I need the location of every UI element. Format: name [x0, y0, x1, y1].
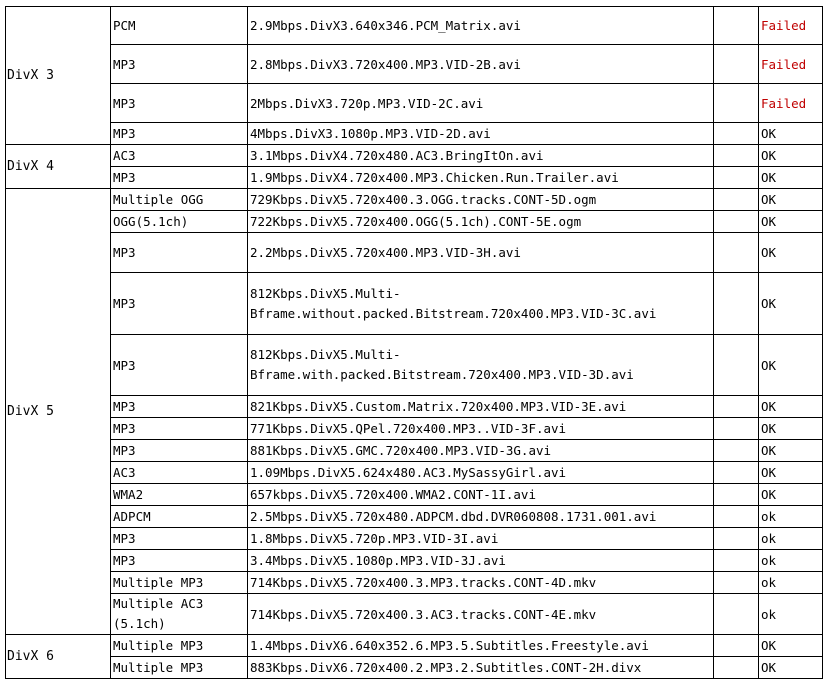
empty-cell — [714, 45, 759, 84]
table-row — [6, 45, 823, 84]
status-cell: Failed — [759, 7, 823, 45]
table-row — [6, 273, 823, 335]
table-row — [6, 233, 823, 273]
file-cell — [248, 335, 714, 396]
file-line: 812Kbps.DivX5.Multi- — [250, 285, 401, 301]
file-cell: 722Kbps.DivX5.720x400.OGG(5.1ch).CONT-5E.ogm — [248, 211, 714, 233]
table-row — [6, 550, 823, 572]
file-cell: 714Kbps.DivX5.720x400.3.AC3.tracks.CONT-4E.mkv — [248, 594, 714, 635]
audio-cell: OGG(5.1ch) — [111, 211, 248, 233]
group-divx6-label: DivX 6 — [6, 635, 111, 679]
empty-cell — [714, 211, 759, 233]
audio-cell: ADPCM — [111, 506, 248, 528]
file-cell: 4Mbps.DivX3.1080p.MP3.VID-2D.avi — [248, 123, 714, 145]
group-divx4-label: DivX 4 — [6, 145, 111, 189]
table-row — [6, 189, 823, 211]
audio-cell: MP3 — [111, 550, 248, 572]
table-row — [6, 506, 823, 528]
table-row — [6, 167, 823, 189]
status-cell: ok — [759, 572, 823, 594]
audio-cell: MP3 — [111, 440, 248, 462]
table-row — [6, 657, 823, 679]
audio-cell: MP3 — [111, 273, 248, 335]
audio-cell: AC3 — [111, 462, 248, 484]
file-cell: 1.4Mbps.DivX6.640x352.6.MP3.5.Subtitles.Freestyle.avi — [248, 635, 714, 657]
file-cell: 881Kbps.DivX5.GMC.720x400.MP3.VID-3G.avi — [248, 440, 714, 462]
table-row — [6, 635, 823, 657]
file-cell: 2.8Mbps.DivX3.720x400.MP3.VID-2B.avi — [248, 45, 714, 84]
status-cell: ok — [759, 594, 823, 635]
table-row — [6, 440, 823, 462]
file-line: Bframe.with.packed.Bitstream.720x400.MP3.VID-3D.avi — [250, 367, 634, 382]
status-cell: OK — [759, 657, 823, 679]
audio-cell: MP3 — [111, 84, 248, 123]
empty-cell — [714, 635, 759, 657]
audio-cell: Multiple OGG — [111, 189, 248, 211]
file-cell: 3.4Mbps.DivX5.1080p.MP3.VID-3J.avi — [248, 550, 714, 572]
status-cell: OK — [759, 440, 823, 462]
status-cell: OK — [759, 211, 823, 233]
empty-cell — [714, 123, 759, 145]
file-cell — [248, 273, 714, 335]
empty-cell — [714, 418, 759, 440]
empty-cell — [714, 167, 759, 189]
group-divx5-label: DivX 5 — [6, 189, 111, 635]
status-cell: ok — [759, 550, 823, 572]
file-cell: 1.09Mbps.DivX5.624x480.AC3.MySassyGirl.avi — [248, 462, 714, 484]
file-line: 812Kbps.DivX5.Multi- — [250, 347, 401, 362]
file-cell: 2Mbps.DivX3.720p.MP3.VID-2C.avi — [248, 84, 714, 123]
audio-line: Multiple AC3 — [113, 596, 204, 611]
audio-line: (5.1ch) — [113, 616, 166, 631]
table-row — [6, 396, 823, 418]
empty-cell — [714, 550, 759, 572]
status-cell: OK — [759, 484, 823, 506]
status-cell: OK — [759, 189, 823, 211]
audio-cell: MP3 — [111, 123, 248, 145]
empty-cell — [714, 506, 759, 528]
table-row — [6, 211, 823, 233]
file-cell: 821Kbps.DivX5.Custom.Matrix.720x400.MP3.VID-3E.avi — [248, 396, 714, 418]
audio-cell: Multiple MP3 — [111, 657, 248, 679]
codec-compatibility-table — [5, 6, 823, 679]
table-row — [6, 572, 823, 594]
status-cell: OK — [759, 335, 823, 396]
file-cell: 883Kbps.DivX6.720x400.2.MP3.2.Subtitles.CONT-2H.divx — [248, 657, 714, 679]
file-cell: 2.2Mbps.DivX5.720x400.MP3.VID-3H.avi — [248, 233, 714, 273]
table-row — [6, 145, 823, 167]
status-cell: Failed — [759, 84, 823, 123]
audio-cell: MP3 — [111, 335, 248, 396]
file-cell: 2.9Mbps.DivX3.640x346.PCM_Matrix.avi — [248, 7, 714, 45]
empty-cell — [714, 396, 759, 418]
empty-cell — [714, 594, 759, 635]
table-row — [6, 594, 823, 635]
status-cell: OK — [759, 418, 823, 440]
file-cell: 657kbps.DivX5.720x400.WMA2.CONT-1I.avi — [248, 484, 714, 506]
audio-cell: WMA2 — [111, 484, 248, 506]
empty-cell — [714, 233, 759, 273]
status-cell: OK — [759, 273, 823, 335]
empty-cell — [714, 484, 759, 506]
table-row — [6, 84, 823, 123]
audio-cell: PCM — [111, 7, 248, 45]
empty-cell — [714, 528, 759, 550]
status-cell: OK — [759, 123, 823, 145]
file-cell: 2.5Mbps.DivX5.720x480.ADPCM.dbd.DVR060808.1731.001.avi — [248, 506, 714, 528]
table-row — [6, 462, 823, 484]
file-cell: 1.9Mbps.DivX4.720x400.MP3.Chicken.Run.Trailer.avi — [248, 167, 714, 189]
audio-cell: AC3 — [111, 145, 248, 167]
file-cell: 729Kbps.DivX5.720x400.3.OGG.tracks.CONT-5D.ogm — [248, 189, 714, 211]
audio-cell: MP3 — [111, 167, 248, 189]
status-cell: OK — [759, 167, 823, 189]
file-cell: 3.1Mbps.DivX4.720x480.AC3.BringItOn.avi — [248, 145, 714, 167]
empty-cell — [714, 189, 759, 211]
status-cell: Failed — [759, 45, 823, 84]
empty-cell — [714, 7, 759, 45]
table-row — [6, 528, 823, 550]
file-cell: 771Kbps.DivX5.QPel.720x400.MP3..VID-3F.avi — [248, 418, 714, 440]
table-row — [6, 335, 823, 396]
table-row — [6, 418, 823, 440]
audio-cell: MP3 — [111, 396, 248, 418]
status-cell: ok — [759, 506, 823, 528]
status-cell: OK — [759, 233, 823, 273]
status-cell: ok — [759, 528, 823, 550]
audio-cell: MP3 — [111, 45, 248, 84]
empty-cell — [714, 440, 759, 462]
status-cell: OK — [759, 462, 823, 484]
status-cell: OK — [759, 145, 823, 167]
empty-cell — [714, 335, 759, 396]
empty-cell — [714, 145, 759, 167]
audio-cell: Multiple MP3 — [111, 572, 248, 594]
file-cell: 714Kbps.DivX5.720x400.3.MP3.tracks.CONT-4D.mkv — [248, 572, 714, 594]
empty-cell — [714, 657, 759, 679]
audio-cell: Multiple MP3 — [111, 635, 248, 657]
group-divx3-label: DivX 3 — [6, 7, 111, 145]
status-cell: OK — [759, 635, 823, 657]
table-row — [6, 123, 823, 145]
audio-cell: MP3 — [111, 528, 248, 550]
audio-cell: MP3 — [111, 233, 248, 273]
table-row — [6, 484, 823, 506]
file-cell: 1.8Mbps.DivX5.720p.MP3.VID-3I.avi — [248, 528, 714, 550]
audio-cell — [111, 594, 248, 635]
empty-cell — [714, 572, 759, 594]
status-cell: OK — [759, 396, 823, 418]
empty-cell — [714, 273, 759, 335]
audio-cell: MP3 — [111, 418, 248, 440]
empty-cell — [714, 84, 759, 123]
empty-cell — [714, 462, 759, 484]
table-row — [6, 7, 823, 45]
file-line: Bframe.without.packed.Bitstream.720x400.MP3.VID-3C.avi — [250, 305, 657, 321]
